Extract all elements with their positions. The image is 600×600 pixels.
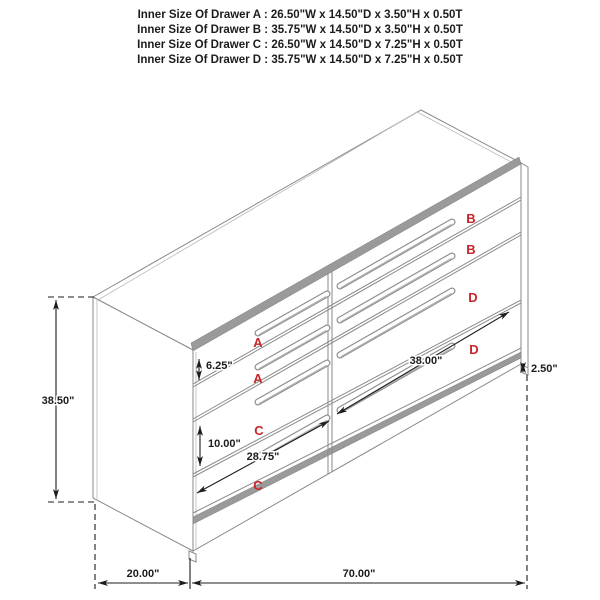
label-drawer-d2: D (469, 342, 479, 357)
spec-line-drawer-b: Inner Size Of Drawer B : 35.75"W x 14.50"D x 3.50"H x 0.50T (137, 24, 463, 36)
dimension-text: 2.50" (531, 363, 558, 375)
dimension-text: 6.25" (206, 360, 233, 372)
dimension-text: 28.75" (246, 451, 280, 463)
dimension-text: 20.00" (126, 568, 160, 580)
spec-line-drawer-d: Inner Size Of Drawer D : 35.75"W x 14.50"D x 7.25"H x 0.50T (137, 54, 463, 66)
label-drawer-b2: B (466, 242, 476, 257)
label-drawer-c2: C (253, 478, 263, 493)
label-drawer-b1: B (466, 211, 476, 226)
label-drawer-a1: A (253, 335, 263, 350)
dimension-text: 10.00" (208, 438, 241, 450)
spec-line-drawer-a: Inner Size Of Drawer A : 26.50"W x 14.50"D x 3.50"H x 0.50T (137, 9, 463, 21)
dimension-text: 38.00" (409, 355, 443, 367)
spec-line-drawer-c: Inner Size Of Drawer C : 26.50"W x 14.50"D x 7.25"H x 0.50T (137, 39, 463, 51)
label-drawer-c1: C (254, 423, 264, 438)
label-drawer-d1: D (468, 290, 478, 305)
dimension-overall-height (42, 297, 95, 502)
right-edge-strip (521, 163, 528, 372)
dimension-text: 70.00" (342, 568, 376, 580)
label-drawer-a2: A (253, 371, 263, 386)
dimension-text: 38.50" (41, 395, 75, 407)
